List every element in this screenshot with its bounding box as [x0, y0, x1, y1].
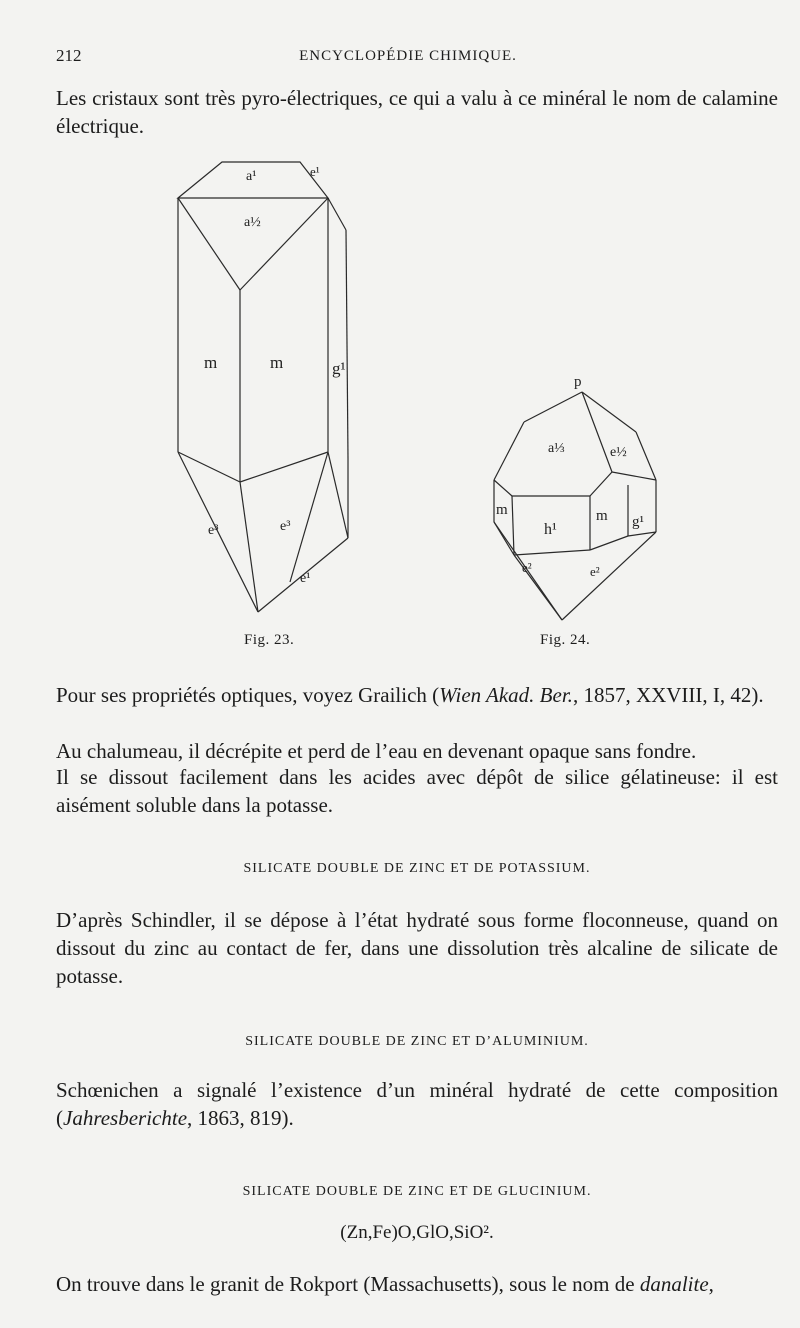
intro-paragraph — [56, 84, 778, 140]
fig23-label-3: a½ — [244, 215, 261, 230]
fig24-caption: Fig. 24. — [540, 632, 591, 648]
aluminium-journal: Jahresberichte — [63, 1106, 188, 1130]
page-header — [56, 46, 760, 72]
fig23-label-2: e¹ — [310, 164, 320, 179]
glucinium-mineral: danalite — [639, 1272, 709, 1296]
glucinium-suffix: , — [708, 1272, 714, 1296]
aluminium-suffix: , 1863, 819). — [187, 1106, 294, 1130]
fig23-label-5: m — [270, 353, 284, 372]
blowpipe-line-1 — [56, 737, 778, 765]
optics-journal: Wien Akad. Ber. — [439, 683, 573, 707]
intro-text: Les cristaux sont très pyro-électriques, ce qui a valu à ce minéral le nom de calamine électrique. — [56, 86, 778, 138]
optics-prefix: Pour ses propriétés optiques, voyez Grailich ( — [56, 683, 440, 707]
fig24-label-1: p — [574, 374, 582, 390]
glucinium-formula: (Zn,Fe)O,GlO,SiO². — [340, 1222, 494, 1243]
fig23-label-9: e¹ — [300, 571, 311, 586]
glucinium-paragraph — [56, 1270, 778, 1298]
fig23-label-6: g¹ — [332, 359, 346, 378]
glucinium-prefix: On trouve dans le granit de Rokport (Massachusetts), sous le nom de — [56, 1272, 640, 1296]
fig24-label-7: g¹ — [632, 514, 644, 530]
fig23-drawing — [178, 162, 348, 612]
fig24-drawing — [494, 392, 656, 620]
fig23-label-1: a¹ — [246, 169, 257, 184]
fig23-caption: Fig. 23. — [244, 632, 295, 648]
crystal-figures — [150, 150, 680, 660]
potassium-text: D’après Schindler, il se dépose à l’état hydraté sous forme floconneuse, quand on dissout du zinc au contact de fer, dans une dissolution très alcaline de silicate de potasse. — [56, 908, 778, 988]
fig24-label-2: a⅓ — [548, 441, 565, 456]
fig24-label-5: h¹ — [544, 521, 557, 538]
fig23-label-4: m — [204, 353, 218, 372]
potassium-paragraph — [56, 906, 778, 990]
optics-paragraph — [56, 681, 778, 709]
fig24-label-3: e½ — [610, 445, 627, 460]
heading-aluminium: SILICATE DOUBLE DE ZINC ET D’ALUMINIUM. — [245, 1034, 589, 1049]
aluminium-prefix: Schœnichen a signalé l’existence d’un minéral hydraté de cette composition ( — [56, 1078, 778, 1130]
heading-glucinium: SILICATE DOUBLE DE ZINC ET DE GLUCINIUM. — [242, 1184, 592, 1199]
fig24-label-9: e² — [590, 564, 600, 579]
running-title: ENCYCLOPÉDIE CHIMIQUE. — [299, 48, 517, 64]
heading-potassium: SILICATE DOUBLE DE ZINC ET DE POTASSIUM. — [243, 861, 591, 876]
aluminium-paragraph — [56, 1076, 778, 1132]
blowpipe-line-2 — [56, 763, 778, 819]
fig24-label-8: e² — [522, 560, 532, 575]
fig24-label-6: m — [596, 508, 608, 524]
blowpipe-text-1: Au chalumeau, il décrépite et perd de l’eau en devenant opaque sans fondre. — [56, 739, 697, 763]
fig23-label-7: e³ — [208, 523, 219, 538]
fig23-label-8: e³ — [280, 519, 291, 534]
page-number: 212 — [56, 46, 82, 65]
blowpipe-text-2: Il se dissout facilement dans les acides avec dépôt de silice gélatineuse: il est aisément soluble dans la potasse. — [56, 765, 778, 817]
crystal-drawings — [150, 150, 680, 660]
optics-suffix: , 1857, XXVIII, I, 42). — [572, 683, 764, 707]
fig24-label-4: m — [496, 502, 508, 518]
